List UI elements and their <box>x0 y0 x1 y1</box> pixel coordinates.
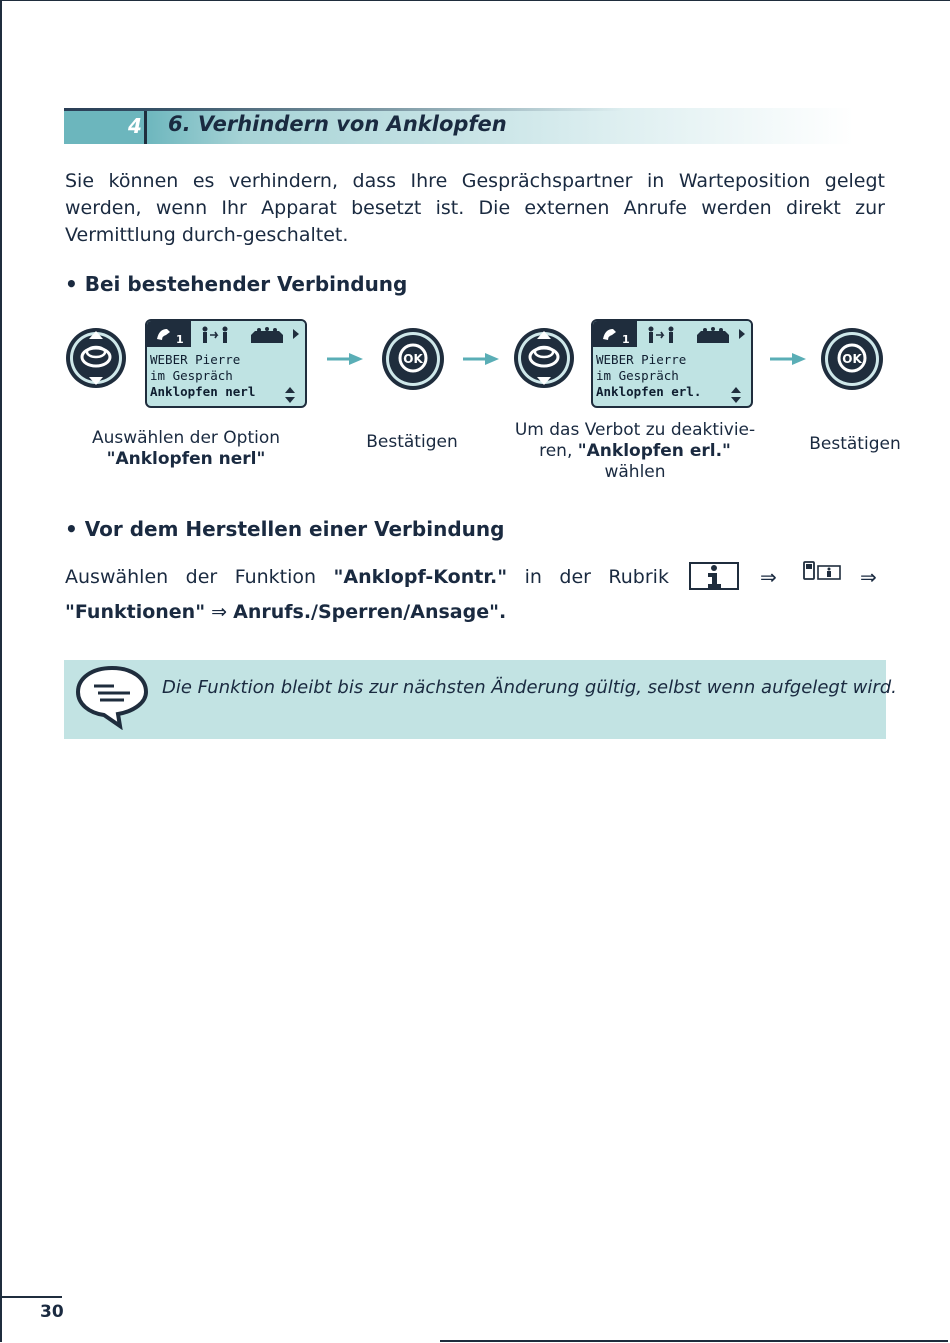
arrow-right-icon <box>463 352 499 366</box>
navigator-key-icon <box>513 327 575 389</box>
display-line-selected: Anklopfen nerl <box>150 384 256 399</box>
note-box <box>64 660 886 739</box>
display-line: WEBER Pierre <box>150 352 241 367</box>
up-down-icon <box>731 387 741 403</box>
ok-key-label: OK <box>842 352 862 366</box>
phone-display-1 <box>145 319 307 408</box>
ok-key-label: OK <box>403 352 423 366</box>
arrow-right-icon <box>770 352 806 366</box>
footer-rule <box>440 1340 948 1342</box>
phone-settings-icon <box>803 561 841 581</box>
ok-key-icon <box>820 327 884 391</box>
caption-select-option: Auswählen der Option "Anklopfen nerl" <box>91 428 281 469</box>
section-divider <box>144 111 147 144</box>
caption-deactivate: Um das Verbot zu deaktivie- ren, "Anklopfen erl." wählen <box>514 420 756 482</box>
section-title: 6. Verhindern von Anklopfen <box>168 112 507 136</box>
up-down-icon <box>285 387 295 403</box>
display-line: WEBER Pierre <box>596 352 687 367</box>
before-call-heading: • Vor dem Herstellen einer Verbindung <box>65 517 505 541</box>
navigator-key-icon <box>65 327 127 389</box>
display-tabs-icon <box>147 321 305 347</box>
implies-arrow: ⇒ <box>860 565 877 589</box>
display-line: im Gespräch <box>596 368 679 383</box>
function-menu-path: "Funktionen" ⇒ Anrufs./Sperren/Ansage". <box>65 601 507 623</box>
page-number: 30 <box>40 1302 64 1322</box>
caption-confirm: Bestätigen <box>809 434 901 454</box>
info-key-icon <box>689 562 739 590</box>
phone-display-2 <box>591 319 753 408</box>
section-number: 4 <box>128 114 142 138</box>
caption-confirm: Bestätigen <box>366 432 458 452</box>
intro-paragraph: Sie können es verhindern, dass Ihre Gesprächspartner in Warteposition gelegt werden, wenn Ihr Apparat besetzt ist. Die externen Anrufe werden direkt zur Vermittlung durch-geschaltet. <box>65 170 885 246</box>
display-line-selected: Anklopfen erl. <box>596 384 702 399</box>
implies-arrow: ⇒ <box>760 565 777 589</box>
during-call-heading: • Bei bestehender Verbindung <box>65 272 408 296</box>
ok-key-icon <box>381 327 445 391</box>
display-tabs-icon <box>593 321 751 347</box>
display-line: im Gespräch <box>150 368 233 383</box>
function-instruction-line: Auswählen der Funktion "Anklopf-Kontr." in der Rubrik <box>65 566 669 588</box>
speech-bubble-icon <box>74 664 150 730</box>
arrow-right-icon <box>327 352 363 366</box>
note-text: Die Funktion bleibt bis zur nächsten Änderung gültig, selbst wenn aufgelegt wird. <box>162 677 897 698</box>
footer-rule <box>2 1296 62 1298</box>
